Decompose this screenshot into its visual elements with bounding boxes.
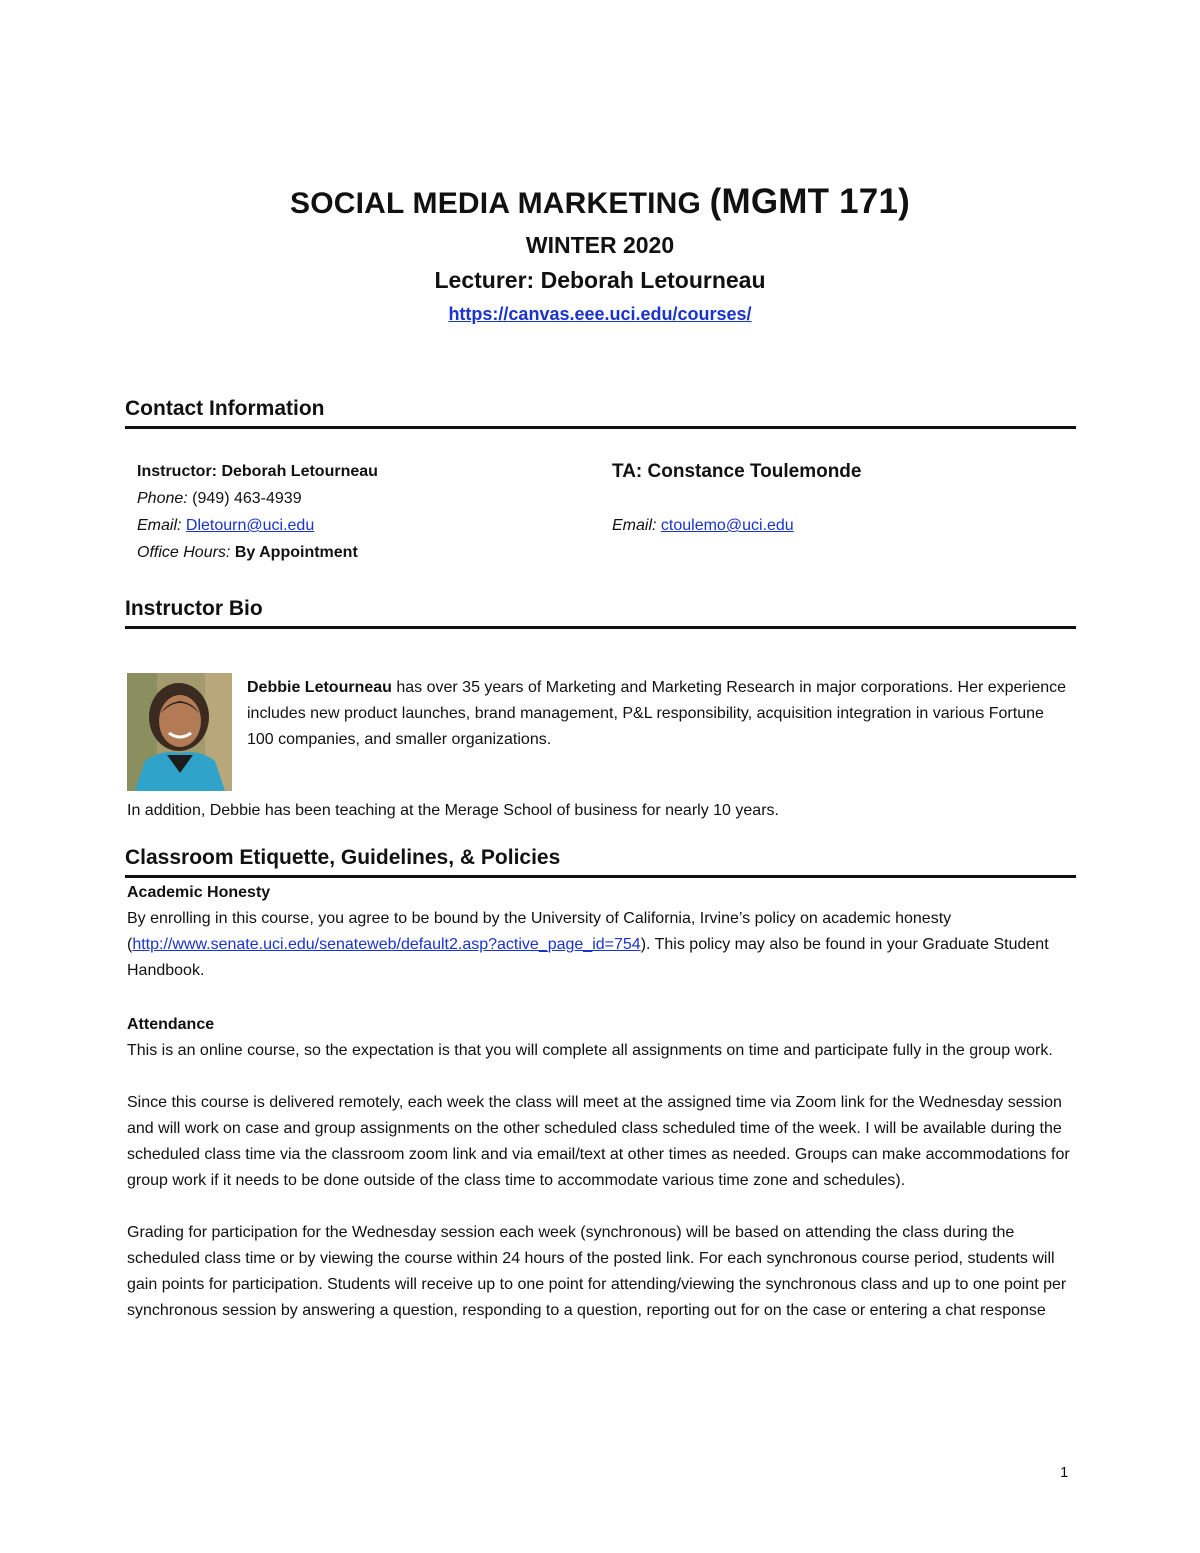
bio-paragraph: [247, 675, 1067, 753]
ta-spacer: [612, 486, 1052, 512]
course-term: WINTER 2020: [525, 232, 675, 258]
policies-heading: Classroom Etiquette, Guidelines, & Policies: [125, 845, 1076, 878]
honesty-text-part-1: By enrolling in this course, you agree to be bound by the University of California, Irvine’s policy on academic honesty (: [127, 910, 952, 953]
instructor-phone-row: [137, 485, 577, 512]
office-hours-value: By Appointment: [234, 544, 358, 561]
course-code: (MGMT 171): [709, 182, 910, 221]
paragraph-spacer: [127, 1064, 1077, 1090]
course-title-text: SOCIAL MEDIA MARKETING: [290, 187, 702, 220]
academic-honesty-policy-link[interactable]: http://www.senate.uci.edu/senateweb/default2.asp?active_page_id=754: [132, 936, 641, 953]
ta-email-link[interactable]: ctoulemo@uci.edu: [660, 517, 794, 534]
ta-email-row: [612, 512, 1052, 539]
attendance-block: [127, 1012, 1077, 1324]
lecturer-line: Lecturer: Deborah Letourneau: [434, 267, 766, 293]
document-header: [0, 180, 1200, 325]
honesty-text-part-2: ). This policy may also be found in your Graduate Student Handbook.: [127, 936, 1049, 979]
canvas-course-link[interactable]: https://canvas.eee.uci.edu/courses/: [448, 304, 752, 324]
page-number: 1: [1060, 1464, 1069, 1481]
phone-label: Phone:: [137, 490, 188, 507]
attendance-title: Attendance: [127, 1016, 215, 1033]
office-hours-row: [137, 539, 577, 566]
instructor-portrait-image: [127, 673, 232, 791]
email-label: Email:: [137, 517, 182, 534]
ta-contact: [612, 458, 1052, 539]
instructor-phone: (949) 463-4939: [192, 490, 302, 507]
attendance-paragraph-3: Grading for participation for the Wednesday session each week (synchronous) will be based on attending the class during the scheduled class time or by viewing the course within 24 hours of the posted link. For each synchronous course period, students will gain points for participation. Students will receive up to one point for attending/viewing the synchronous class and up to one point per synchronous session by answering a question, responding to a question, reporting out for on the case or entering a chat response: [127, 1224, 1067, 1319]
attendance-paragraph-2: Since this course is delivered remotely, each week the class will meet at the assigned time via Zoom link for the Wednesday session and will work on case and group assignments on the other scheduled class scheduled time of the week. I will be available during the scheduled class time via the classroom zoom link and via email/text at other times as needed. Groups can make accommodations for group work if it needs to be done outside of the class time to accommodate various time zone and schedules).: [127, 1094, 1070, 1189]
instructor-name-line: Instructor: Deborah Letourneau: [137, 463, 378, 480]
academic-honesty-block: [127, 880, 1077, 984]
bio-text: has over 35 years of Marketing and Marketing Research in major corporations. Her experience includes new product launches, brand management, P&L responsibility, acquisition integration in various Fortune 100 companies, and smaller organizations.: [247, 679, 1067, 748]
academic-honesty-text: [127, 906, 1077, 984]
instructor-bio-heading: Instructor Bio: [125, 596, 1076, 629]
attendance-paragraph-1: This is an online course, so the expectation is that you will complete all assignments on time and participate fully in the group work.: [127, 1042, 1053, 1059]
instructor-email-row: [137, 512, 577, 539]
instructor-contact: [137, 458, 577, 566]
ta-email-label: Email:: [612, 517, 657, 534]
bio-extra-paragraph: In addition, Debbie has been teaching at the Merage School of business for nearly 10 years.: [127, 802, 779, 819]
academic-honesty-title: Academic Honesty: [127, 884, 271, 901]
course-title: [0, 180, 1200, 224]
instructor-email-link[interactable]: Dletourn@uci.edu: [185, 517, 315, 534]
contact-information-heading: Contact Information: [125, 396, 1076, 429]
ta-name-line: TA: Constance Toulemonde: [612, 461, 862, 482]
office-hours-label: Office Hours:: [137, 544, 231, 561]
bio-name: Debbie Letourneau: [247, 679, 392, 696]
instructor-photo: [127, 673, 232, 791]
paragraph-spacer: [127, 1194, 1077, 1220]
